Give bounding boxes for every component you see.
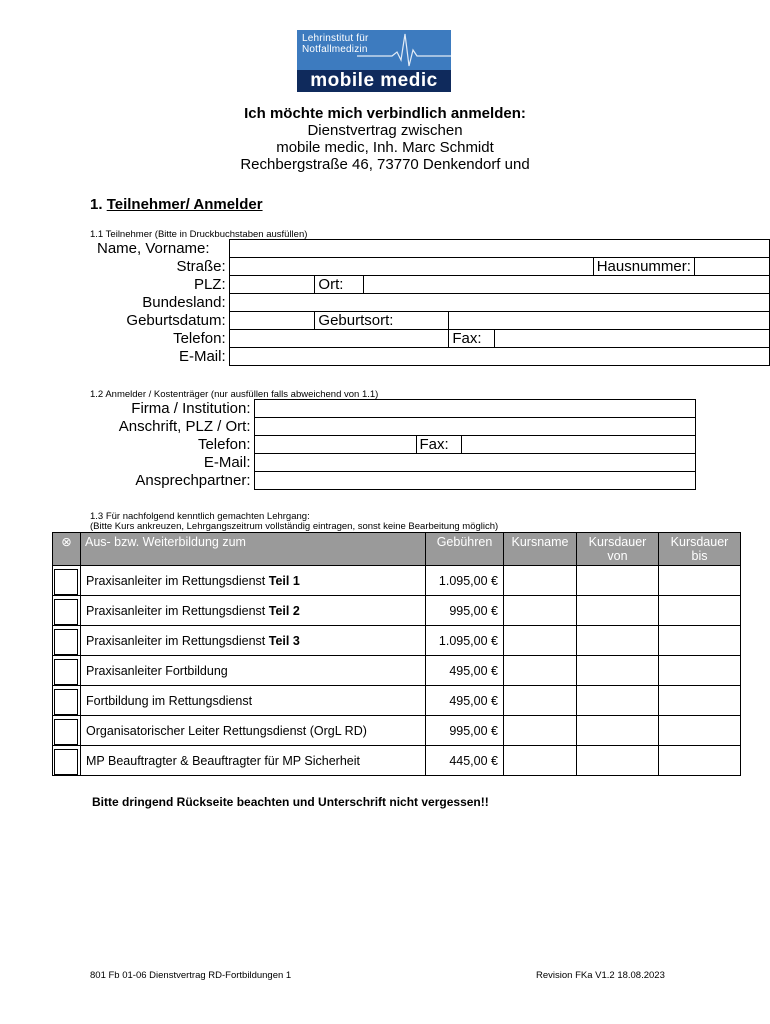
courses-note-2: (Bitte Kurs ankreuzen, Lehrgangszeitrum vollständig eintragen, sonst keine Bearbeitung möglich)	[90, 521, 499, 532]
birthdate-input[interactable]	[229, 312, 315, 330]
city-input[interactable]	[364, 276, 770, 294]
course-to-input[interactable]	[659, 626, 741, 656]
course-from-input[interactable]	[577, 656, 659, 686]
logo-banner	[297, 30, 451, 70]
address-input[interactable]	[254, 418, 695, 436]
duration-to-header-line2: bis	[691, 549, 708, 563]
duration-to-header-line1: Kursdauer	[670, 535, 729, 549]
course-name-input[interactable]	[504, 596, 577, 626]
course-title-text: Praxisanleiter im Rettungsdienst	[86, 573, 269, 588]
header-line-4: Rechbergstraße 46, 73770 Denkendorf und	[240, 156, 530, 173]
course-checkbox-cell	[53, 656, 81, 686]
course-row	[53, 686, 741, 716]
course-from-input[interactable]	[577, 716, 659, 746]
participant-form	[94, 239, 770, 366]
street-input[interactable]	[229, 258, 593, 276]
course-row	[53, 716, 741, 746]
course-header: Aus- bzw. Weiterbildung zum	[81, 533, 426, 566]
page-title: Ich möchte mich verbindlich anmelden:	[244, 105, 526, 122]
course-row	[53, 746, 741, 776]
course-name-input[interactable]	[504, 746, 577, 776]
course-title-text: MP Beauftragter & Beauftragter für MP Sicherheit	[86, 753, 360, 768]
logo-line-1: Lehrinstitut für	[302, 33, 369, 44]
address-label: Anschrift, PLZ / Ort:	[94, 418, 254, 436]
course-price: 995,00 €	[426, 596, 504, 626]
course-title-part: Teil 3	[268, 633, 300, 648]
course-row	[53, 566, 741, 596]
course-to-input[interactable]	[659, 566, 741, 596]
course-row	[53, 626, 741, 656]
city-label: Ort:	[315, 276, 364, 294]
footer-revision: Revision FKa V1.2 18.08.2023	[536, 970, 665, 981]
duration-to-header	[659, 533, 741, 566]
course-checkbox-cell	[53, 716, 81, 746]
course-price: 1.095,00 €	[426, 626, 504, 656]
course-checkbox-cell	[53, 566, 81, 596]
birthdate-label: Geburtsdatum:	[94, 312, 229, 330]
street-label: Straße:	[94, 258, 229, 276]
logo-brand: mobile medic	[297, 70, 451, 92]
course-checkbox-cell	[53, 626, 81, 656]
course-title-text: Fortbildung im Rettungsdienst	[86, 693, 253, 708]
participant-note: 1.1 Teilnehmer (Bitte in Druckbuchstaben ausfüllen)	[90, 229, 308, 240]
course-title-part: Teil 2	[268, 603, 300, 618]
registrant-fax-label: Fax:	[416, 436, 461, 454]
header-line-3: mobile medic, Inh. Marc Schmidt	[276, 139, 494, 156]
course-checkbox[interactable]	[54, 719, 78, 745]
course-price: 995,00 €	[426, 716, 504, 746]
course-checkbox-cell	[53, 596, 81, 626]
courses-table	[52, 532, 741, 776]
course-title-text: Praxisanleiter Fortbildung	[86, 663, 228, 678]
registrant-form	[94, 399, 696, 490]
registrant-phone-input[interactable]	[254, 436, 416, 454]
fax-input[interactable]	[495, 330, 770, 348]
course-title-text: Organisatorischer Leiter Rettungsdienst (OrgL RD)	[86, 723, 367, 738]
course-from-input[interactable]	[577, 686, 659, 716]
course-price: 495,00 €	[426, 686, 504, 716]
course-price: 445,00 €	[426, 746, 504, 776]
course-title	[81, 566, 426, 596]
course-price: 495,00 €	[426, 656, 504, 686]
course-name-input[interactable]	[504, 626, 577, 656]
course-title	[81, 746, 426, 776]
course-from-input[interactable]	[577, 566, 659, 596]
course-checkbox[interactable]	[54, 659, 78, 685]
state-input[interactable]	[229, 294, 769, 312]
course-title	[81, 716, 426, 746]
course-title-text: Praxisanleiter im Rettungsdienst	[86, 633, 269, 648]
course-checkbox-cell	[53, 746, 81, 776]
email-input[interactable]	[229, 348, 769, 366]
course-title	[81, 596, 426, 626]
phone-label: Telefon:	[94, 330, 229, 348]
course-name-input[interactable]	[504, 716, 577, 746]
registrant-phone-label: Telefon:	[94, 436, 254, 454]
duration-from-header-line1: Kursdauer	[588, 535, 647, 549]
course-row	[53, 656, 741, 686]
course-title	[81, 626, 426, 656]
fee-header: Gebühren	[426, 533, 504, 566]
company-label: Firma / Institution:	[94, 400, 254, 418]
section-1-label: Teilnehmer/ Anmelder	[106, 196, 263, 213]
course-title-part: Teil 1	[268, 573, 300, 588]
phone-input[interactable]	[229, 330, 449, 348]
course-to-input[interactable]	[659, 746, 741, 776]
course-to-input[interactable]	[659, 716, 741, 746]
logo-line-2: Notfallmedizin	[302, 44, 368, 55]
state-label: Bundesland:	[94, 294, 229, 312]
course-price: 1.095,00 €	[426, 566, 504, 596]
contact-input[interactable]	[254, 472, 695, 490]
registrant-email-input[interactable]	[254, 454, 695, 472]
fax-label: Fax:	[449, 330, 495, 348]
course-to-input[interactable]	[659, 596, 741, 626]
course-checkbox-cell	[53, 686, 81, 716]
duration-from-header-line2: von	[607, 549, 628, 563]
course-from-input[interactable]	[577, 746, 659, 776]
course-checkbox[interactable]	[54, 599, 78, 625]
course-name-input[interactable]	[504, 686, 577, 716]
birthplace-input[interactable]	[449, 312, 770, 330]
select-header-icon: ⊗	[53, 533, 81, 566]
email-label: E-Mail:	[94, 348, 229, 366]
course-name-input[interactable]	[504, 656, 577, 686]
section-1-title	[90, 196, 263, 213]
house-number-label: Hausnummer:	[593, 258, 694, 276]
course-name-header: Kursname	[504, 533, 577, 566]
course-row	[53, 596, 741, 626]
zip-label: PLZ:	[94, 276, 229, 294]
course-title	[81, 686, 426, 716]
course-from-input[interactable]	[577, 596, 659, 626]
header-line-2: Dienstvertrag zwischen	[307, 122, 463, 139]
course-title	[81, 656, 426, 686]
registrant-note: 1.2 Anmelder / Kostenträger (nur ausfüllen falls abweichend von 1.1)	[90, 389, 379, 400]
mobile-medic-logo	[297, 30, 451, 92]
course-from-input[interactable]	[577, 626, 659, 656]
registrant-email-label: E-Mail:	[94, 454, 254, 472]
course-to-input[interactable]	[659, 686, 741, 716]
name-label: Name, Vorname:	[94, 240, 229, 258]
course-to-input[interactable]	[659, 656, 741, 686]
section-1-number: 1.	[90, 196, 103, 213]
course-checkbox[interactable]	[54, 689, 78, 715]
courses-note-1: 1.3 Für nachfolgend kenntlich gemachten Lehrgang:	[90, 511, 310, 522]
course-checkbox[interactable]	[54, 629, 78, 655]
course-checkbox[interactable]	[54, 569, 78, 595]
course-name-input[interactable]	[504, 566, 577, 596]
company-input[interactable]	[254, 400, 695, 418]
name-input[interactable]	[229, 240, 769, 258]
registrant-fax-input[interactable]	[461, 436, 695, 454]
course-checkbox[interactable]	[54, 749, 78, 775]
house-number-input[interactable]	[694, 258, 769, 276]
zip-input[interactable]	[229, 276, 315, 294]
birthplace-label: Geburtsort:	[315, 312, 449, 330]
footer-document-id: 801 Fb 01-06 Dienstvertrag RD-Fortbildungen 1	[90, 970, 292, 981]
notice-text: Bitte dringend Rückseite beachten und Unterschrift nicht vergessen!!	[92, 795, 489, 809]
courses-header-row	[53, 533, 741, 566]
duration-from-header	[577, 533, 659, 566]
contact-label: Ansprechpartner:	[94, 472, 254, 490]
course-title-text: Praxisanleiter im Rettungsdienst	[86, 603, 269, 618]
